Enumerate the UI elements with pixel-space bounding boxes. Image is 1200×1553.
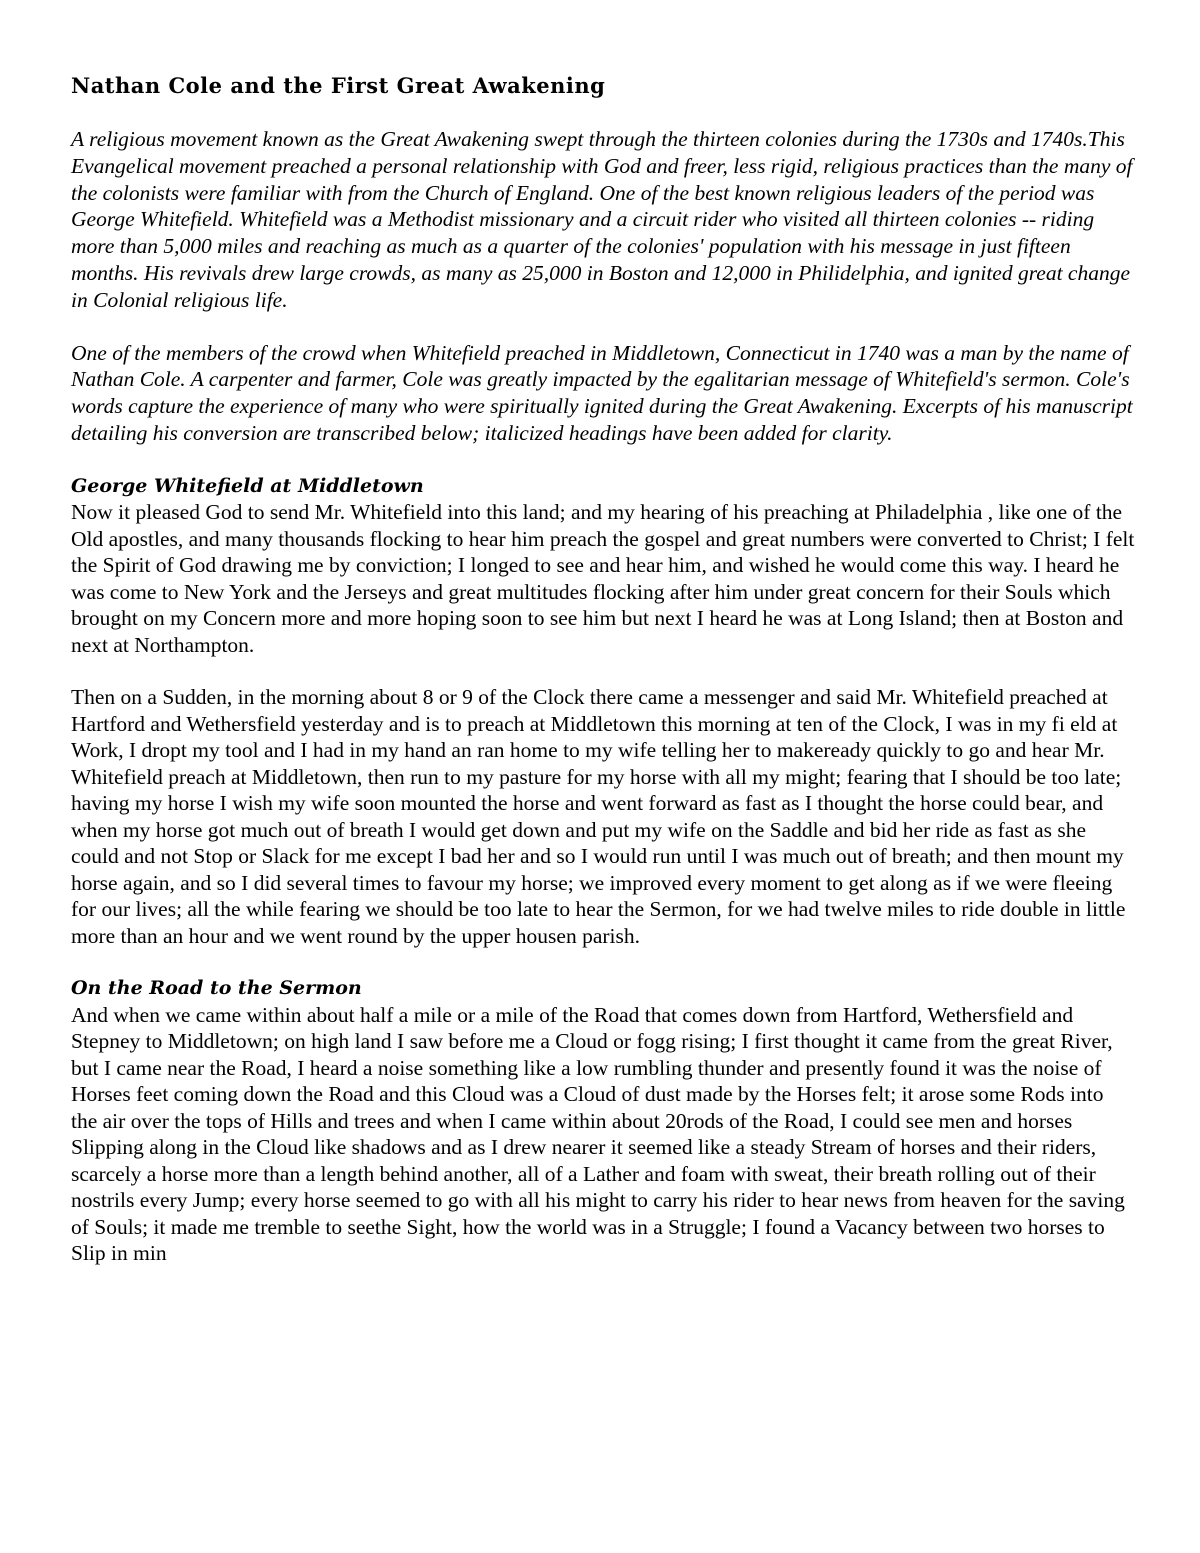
intro-paragraph-1: A religious movement known as the Great Awakening swept through the thirteen colonies during the 1730s and 1740s.This Evangelical movement preached a personal relationship with God and freer, less rigid, religious practices than the many of the colonists were familiar with from the Church of England. One of the best known religious leaders of the period was George Whitefield. Whitefield was a Methodist missionary and a circuit rider who visited all thirteen colonies -- riding more than 5,000 miles and reaching as much as a quarter of the colonies' population with his message in just fifteen months. His revivals drew large crowds, as many as 25,000 in Boston and 12,000 in Philidelphia, and ignited great change in Colonial religious life. (71, 127, 1133, 312)
section-heading: On the Road to the Sermon (71, 977, 362, 1000)
section-on-the-road (71, 975, 1135, 1267)
body-paragraph: Then on a Sudden, in the morning about 8 or 9 of the Clock there came a messenger and said Mr. Whitefield preached at Hartford and Wethersfield yesterday and is to preach at Middletown this morning at ten of the Clock, I was in my fi eld at Work, I dropt my tool and I had in my hand an ran home to my wife telling her to makeready quickly to go and hear Mr. Whitefield preach at Middletown, then run to my pasture for my horse with all my might; fearing that I should be too late; having my horse I wish my wife soon mounted the horse and went forward as fast as I thought the horse could bear, and when my horse got much out of breath I would get down and put my wife on the Saddle and bid her ride as fast as she could and not Stop or Slack for me except I bad her and so I would run until I was much out of breath; and then mount my horse again, and so I did several times to favour my horse; we improved every moment to get along as if we were fleeing for our lives; all the while fearing we should be too late to hear the Sermon, for we had twelve miles to ride double in little more than an hour and we went round by the upper housen parish. (71, 685, 1126, 948)
section-whitefield-at-middletown (71, 473, 1135, 950)
body-paragraph: Now it pleased God to send Mr. Whitefield into this land; and my hearing of his preaching at Philadelphia , like one of the Old apostles, and many thousands flocking to hear him preach the gospel and great numbers were converted to Christ; I felt the Spirit of God drawing me by conviction; I longed to see and hear him, and wished he would come this way. I heard he was come to New York and the Jerseys and great multitudes flocking after him under great concern for their Souls which brought on my Concern more and more hoping soon to see him but next I heard he was at Long Island; then at Boston and next at Northampton. (71, 500, 1135, 657)
intro-paragraph-2: One of the members of the crowd when Whitefield preached in Middletown, Connecticut in 1740 was a man by the name of Nathan Cole. A carpenter and farmer, Cole was greatly impacted by the egalitarian message of Whitefield's sermon. Cole's words capture the experience of many who were spiritually ignited during the Great Awakening. Excerpts of his manuscript detailing his conversion are transcribed below; italicized headings have been added for clarity. (71, 340, 1133, 445)
section-heading: George Whitefield at Middletown (71, 474, 424, 497)
document-page (71, 68, 1135, 1293)
page-title: Nathan Cole and the First Great Awakening (71, 73, 606, 98)
body-paragraph: And when we came within about half a mile or a mile of the Road that comes down from Hartford, Wethersfield and Stepney to Middletown; on high land I saw before me a Cloud or fogg rising; I first thought it came from the great River, but I came near the Road, I heard a noise something like a low rumbling thunder and presently found it was the noise of Horses feet coming down the Road and this Cloud was a Cloud of dust made by the Horses felt; it arose some Rods into the air over the tops of Hills and trees and when I came within about 20rods of the Road, I could see men and horses Slipping along in the Cloud like shadows and as I drew nearer it seemed like a steady Stream of horses and their riders, scarcely a horse more than a length behind another, all of a Lather and foam with sweat, their breath rolling out of their nostrils every Jump; every horse seemed to go with all his might to carry his rider to hear news from heaven for the saving of Souls; it made me tremble to seethe Sight, how the world was in a Struggle; I found a Vacancy between two horses to Slip in min (71, 1002, 1125, 1266)
